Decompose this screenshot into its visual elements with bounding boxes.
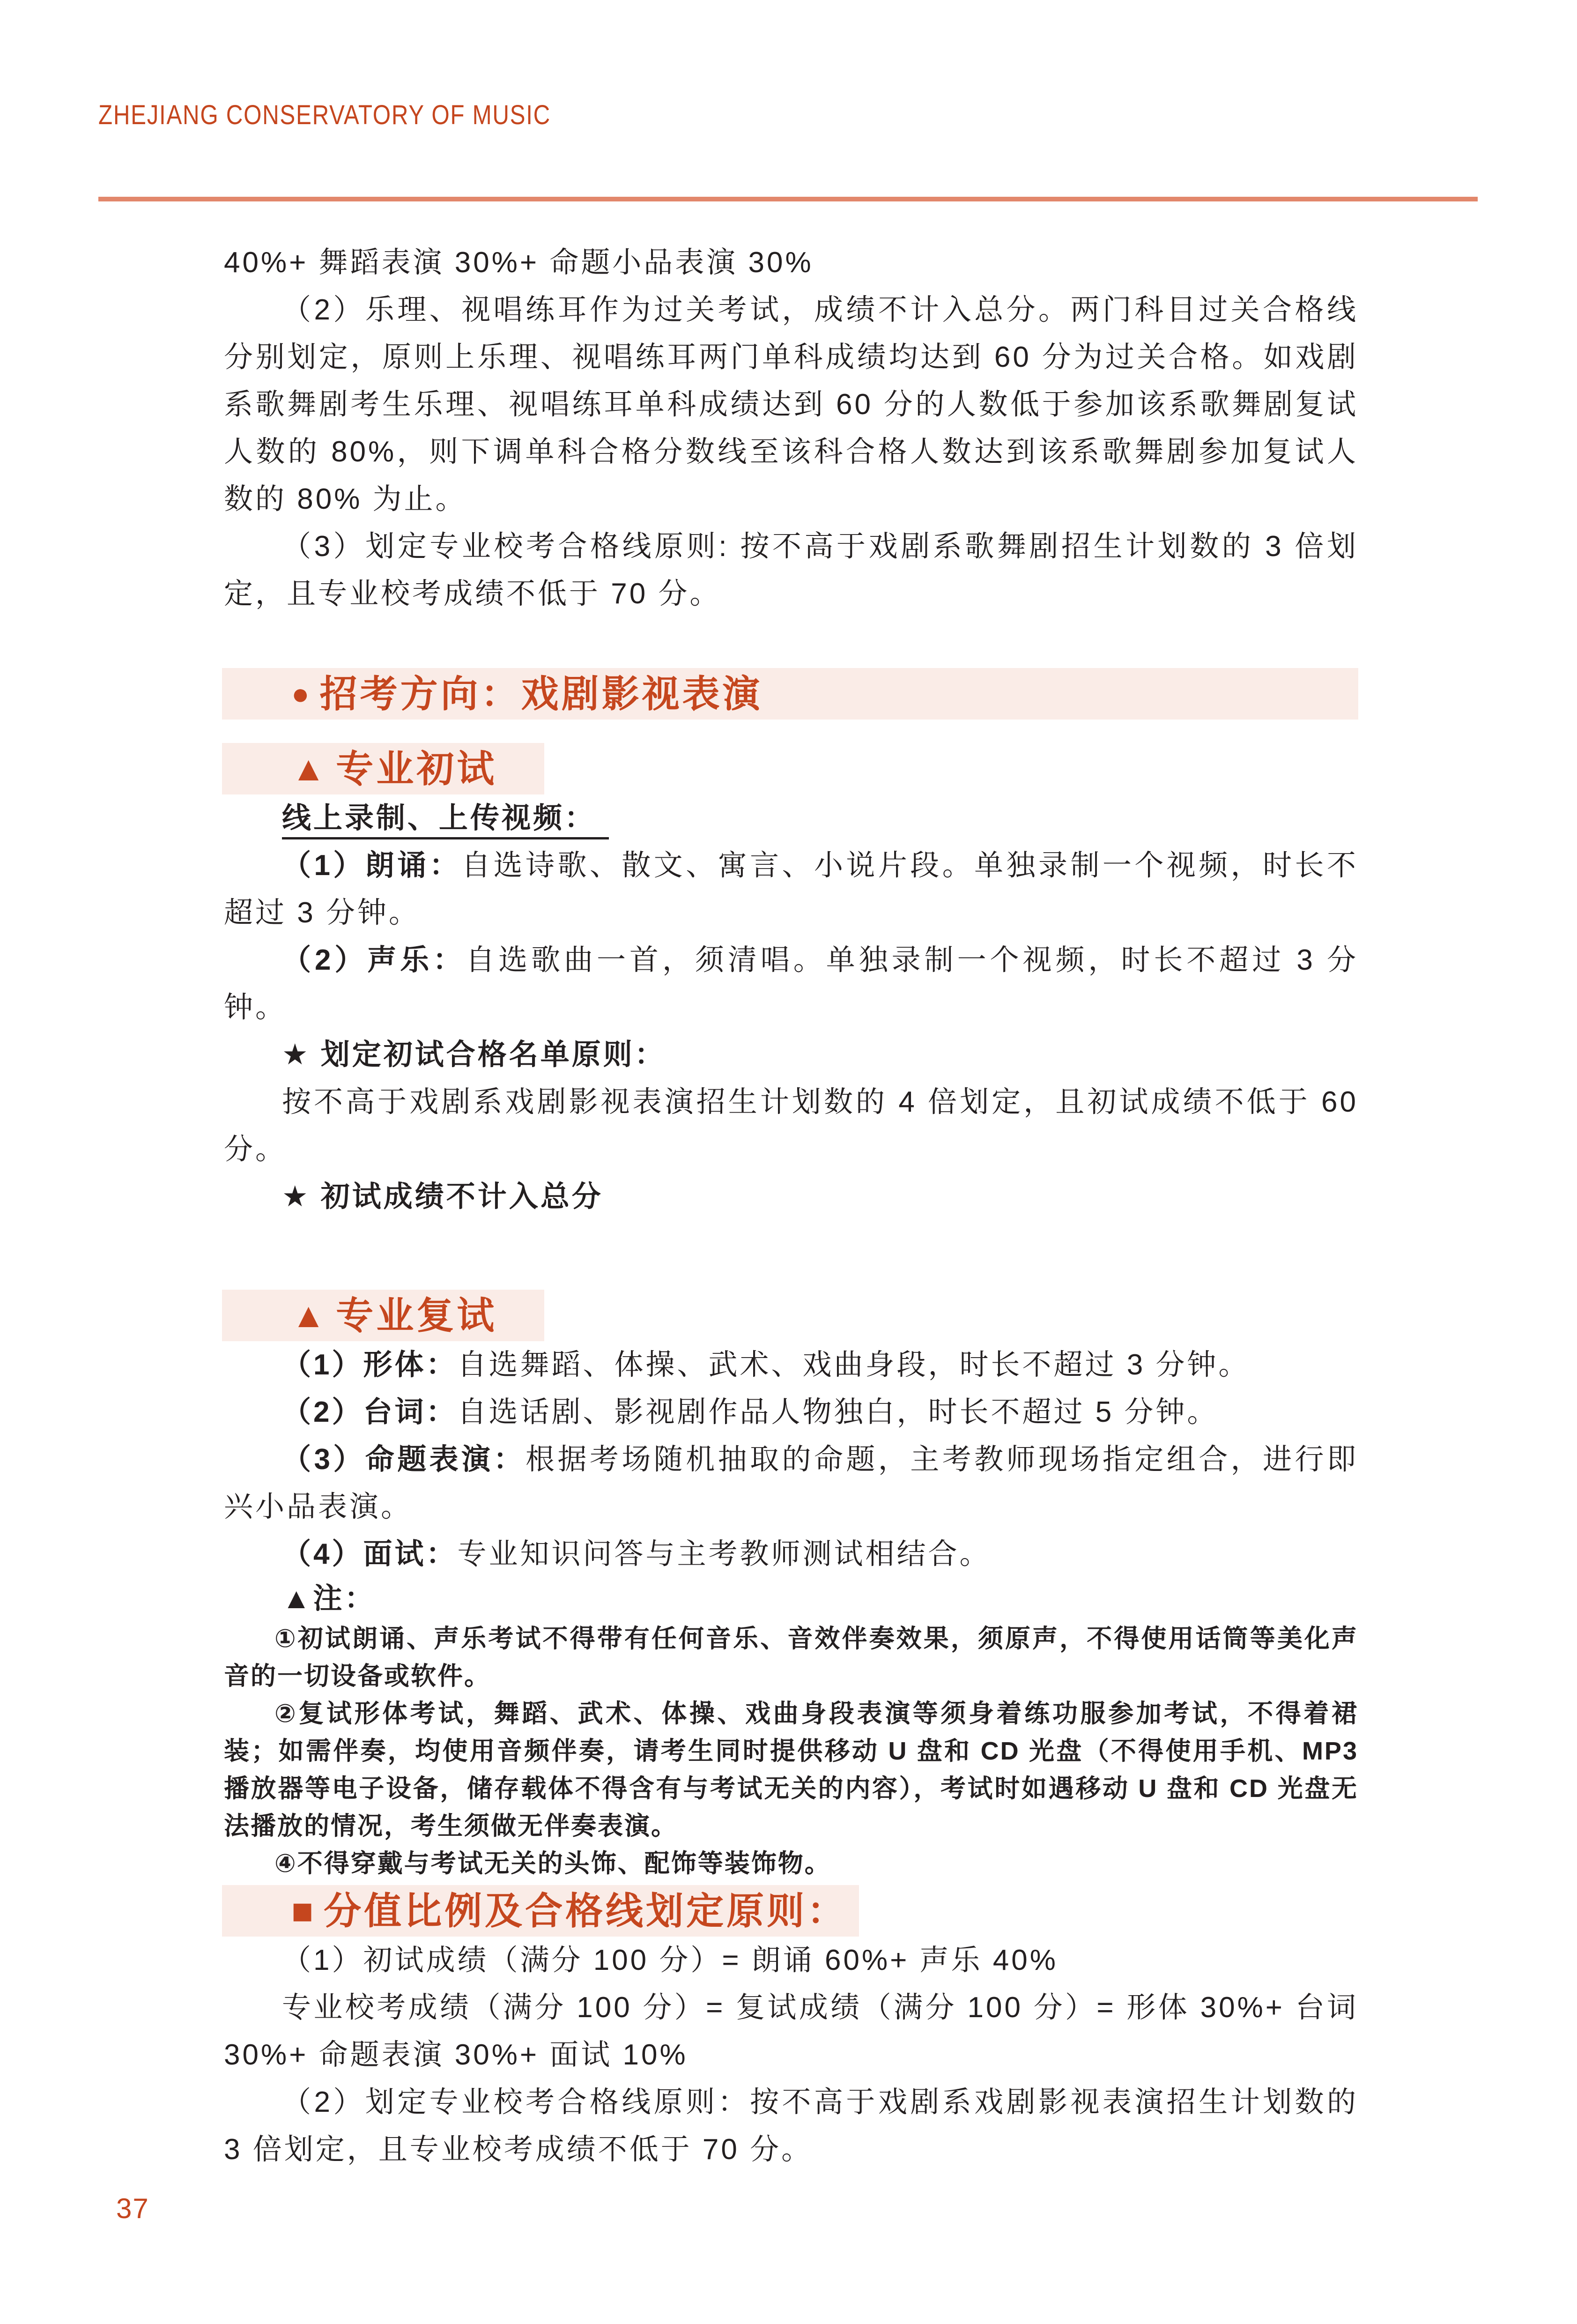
item-text: 自选话剧、影视剧作品人物独白，时长不超过 5 分钟。 [457, 1396, 1219, 1428]
scoring-paragraph-1: （1）初试成绩（满分 100 分）= 朗诵 60%+ 声乐 40% [282, 1944, 1058, 1976]
scoring-paragraph-3: （2）划定专业校考合格线原则：按不高于戏剧系戏剧影视表演招生计划数的 3 倍划定，且专业校考成绩不低于 70 分。 [224, 2086, 1358, 2166]
first-round-item-recitation [224, 842, 1358, 936]
section-banner-direction-title: 招考方向：戏剧影视表演 [319, 673, 763, 715]
notes-block [224, 1620, 1358, 1882]
item-label: （4）面试： [282, 1538, 458, 1570]
scoring-paragraph-2: 专业校考成绩（满分 100 分）= 复试成绩（满分 100 分）= 形体 30%+ 台词 30%+ 命题表演 30%+ 面试 10% [224, 1991, 1358, 2071]
section-banner-scoring [222, 1885, 859, 1937]
intro-paragraph-3: （3）划定专业校考合格线原则: 按不高于戏剧系歌舞剧招生计划数的 3 倍划定，且专业校考成绩不低于 70 分。 [224, 530, 1358, 610]
triangle-bullet-icon: ▲ [291, 749, 329, 788]
notes-heading: ▲注： [282, 1582, 376, 1615]
conservatory-wordmark: ZHEJIANG CONSERVATORY OF MUSIC [98, 100, 551, 130]
section-banner-second-round [222, 1290, 544, 1341]
item-text: 自选舞蹈、体操、武术、戏曲身段，时长不超过 3 分钟。 [457, 1349, 1250, 1381]
second-round-item-improvisation [224, 1436, 1358, 1530]
online-recording-subheading-text: 线上录制、上传视频： [282, 802, 609, 839]
note-item-4: ④不得穿戴与考试无关的头饰、配饰等装饰物。 [274, 1849, 831, 1878]
item-text: 专业知识问答与主考教师测试相结合。 [457, 1538, 991, 1570]
note-item-2: ②复试形体考试，舞蹈、武术、体操、戏曲身段表演等须身着练功服参加考试，不得着裙装；如需伴奏，均使用音频伴奏，请考生同时提供移动 U 盘和 CD 光盘（不得使用手机、MP3 播放器等电子设备，储存载体不得含有与考试无关的内容），考试时如遇移动 U 盘和 CD 光盘无法播放的情况，考生须做无伴奏表演。 [224, 1700, 1358, 1840]
item-text: 自选诗歌、散文、寓言、小说片段。单独录制一个视频，时长不超过 3 分钟。 [224, 849, 1358, 929]
item-label: （1）朗诵： [282, 849, 462, 882]
second-round-item-body-movement [224, 1341, 1358, 1388]
first-round-item-vocal [224, 936, 1358, 1031]
circle-bullet-icon: ● [291, 677, 312, 711]
second-round-item-lines [224, 1388, 1358, 1436]
intro-paragraph-2: （2）乐理、视唱练耳作为过关考试，成绩不计入总分。两门科目过关合格线分别划定，原则上乐理、视唱练耳两门单科成绩均达到 60 分为过关合格。如戏剧系歌舞剧考生乐理、视唱练耳单科成绩达到 60 分的人数低于参加该系歌舞剧复试人数的 80%，则下调单科合格分数线至该科合格人数达到该系歌舞剧参加复试人数的 80% 为止。 [224, 294, 1358, 515]
section-banner-second-round-title: 专业复试 [336, 1294, 497, 1336]
item-label: （3）命题表演： [282, 1443, 526, 1476]
item-label: （2）台词： [282, 1396, 458, 1428]
section-banner-scoring-title: 分值比例及合格线划定原则： [324, 1890, 848, 1932]
item-text: 自选歌曲一首，须清唱。单独录制一个视频，时长不超过 3 分钟。 [224, 944, 1359, 1024]
item-label: （2）声乐： [282, 944, 466, 976]
online-recording-subheading [224, 794, 1358, 842]
note-item-1: ①初试朗诵、声乐考试不得带有任何音乐、音效伴奏效果，须原声，不得使用话筒等美化声音的一切设备或软件。 [224, 1625, 1358, 1690]
section-banner-first-round [222, 743, 544, 794]
item-label: （1）形体： [282, 1349, 458, 1381]
first-round-rule-text: 按不高于戏剧系戏剧影视表演招生计划数的 4 倍划定，且初试成绩不低于 60 分。 [224, 1086, 1358, 1166]
page-number: 37 [116, 2193, 149, 2224]
second-round-item-interview [224, 1530, 1358, 1578]
square-bullet-icon: ■ [291, 1890, 317, 1931]
intro-continuation-line: 40%+ 舞蹈表演 30%+ 命题小品表演 30% [224, 246, 814, 279]
item-text: 根据考场随机抽取的命题，主考教师现场指定组合，进行即兴小品表演。 [224, 1443, 1358, 1523]
first-round-star-rule-heading: ★ 划定初试合格名单原则： [282, 1039, 666, 1071]
section-banner-first-round-title: 专业初试 [336, 748, 497, 790]
triangle-bullet-icon: ▲ [291, 1296, 329, 1335]
first-round-star-note: ★ 初试成绩不计入总分 [282, 1181, 603, 1213]
section-banner-direction [222, 668, 1358, 720]
